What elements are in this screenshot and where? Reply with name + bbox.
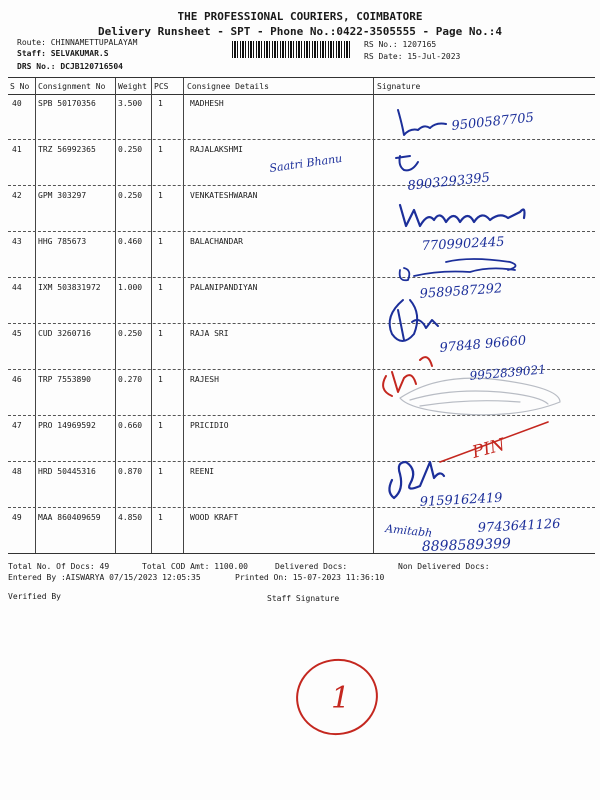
row-consignment-no: SPB 50170356 (38, 99, 96, 108)
handwritten-name-49: Amitabh (384, 522, 433, 540)
row-pcs: 1 (158, 191, 163, 200)
row-sno: 45 (12, 329, 22, 338)
signature-48 (389, 462, 502, 510)
row-sno: 40 (12, 99, 22, 108)
signature-47 (440, 422, 548, 463)
row-sno: 41 (12, 145, 22, 154)
row-consignment-no: TRP 7553890 (38, 375, 91, 384)
drs-number: DRS No.: DCJB120716504 (17, 62, 123, 71)
row-consignee: RAJA SRI (190, 329, 229, 338)
row-pcs: 1 (158, 513, 163, 522)
row-sno: 49 (12, 513, 22, 522)
col-header-consignee: Consignee Details (187, 82, 269, 91)
row-weight: 0.460 (118, 237, 143, 246)
signature-49 (384, 517, 561, 555)
handwritten-page-mark-number: 1 (331, 681, 351, 716)
row-weight: 0.660 (118, 421, 143, 430)
row-consignment-no: PRO 14969592 (38, 421, 96, 430)
row-pcs: 1 (158, 237, 163, 246)
handwritten-phone-49a: 9743641126 (477, 516, 561, 536)
row-consignee: RAJESH (190, 375, 219, 384)
handwritten-phone-45: 97848 96660 (439, 333, 527, 356)
staff-label: Staff: SELVAKUMAR.S (17, 49, 109, 58)
row-sno: 48 (12, 467, 22, 476)
runsheet-title: Delivery Runsheet - SPT - Phone No.:0422-3505555 - Page No.:4 (98, 25, 502, 38)
row-consignee: BALACHANDAR (190, 237, 243, 246)
row-weight: 0.250 (118, 145, 143, 154)
col-header-consignment: Consignment No (38, 82, 106, 91)
row-consignee: PRICIDIO (190, 421, 229, 430)
rs-date: RS Date: 15-Jul-2023 (364, 52, 461, 61)
row-consignment-no: HRD 50445316 (38, 467, 96, 476)
handwritten-phone-40: 9500587705 (450, 110, 535, 134)
handwritten-phone-49b: 8898589399 (421, 535, 512, 555)
row-pcs: 1 (158, 467, 163, 476)
company-name: THE PROFESSIONAL COURIERS, COIMBATORE (177, 10, 423, 23)
row-weight: 0.270 (118, 375, 143, 384)
signature-40 (398, 110, 535, 135)
row-consignment-no: GPM 303297 (38, 191, 87, 200)
printed-on: Printed On: 15-07-2023 11:36:10 (235, 573, 385, 582)
entered-by: Entered By :AISWARYA 07/15/2023 12:05:35 (8, 573, 201, 582)
row-sno: 43 (12, 237, 22, 246)
handwritten-phone-48: 9159162419 (419, 490, 503, 510)
row-consignee: WOOD KRAFT (190, 513, 239, 522)
staff-signature: Staff Signature (267, 594, 340, 603)
col-header-pcs: PCS (154, 82, 169, 91)
row-pcs: 1 (158, 283, 163, 292)
signature-44 (400, 259, 516, 302)
col-header-weight: Weight (118, 82, 147, 91)
row-consignee: PALANIPANDIYAN (190, 283, 258, 292)
col-header-sno: S No (10, 82, 30, 91)
row-sno: 42 (12, 191, 22, 200)
row-consignment-no: HHG 785673 (38, 237, 87, 246)
non-delivered-docs: Non Delivered Docs: (398, 562, 490, 571)
row-consignee: VENKATESHWARAN (190, 191, 258, 200)
row-weight: 4.850 (118, 513, 143, 522)
handwritten-mark-47: PIN (470, 434, 508, 463)
row-sno: 47 (12, 421, 22, 430)
total-docs: Total No. Of Docs: 49 (8, 562, 110, 571)
handwritten-phone-41: 8903293395 (406, 170, 491, 194)
row-sno: 46 (12, 375, 22, 384)
row-weight: 0.870 (118, 467, 143, 476)
row-consignment-no: TRZ 56992365 (38, 145, 96, 154)
row-consignee: MADHESH (190, 99, 224, 108)
row-consignment-no: MAA 860409659 (38, 513, 101, 522)
row-pcs: 1 (158, 375, 163, 384)
row-consignee: REENI (190, 467, 215, 476)
row-sno: 44 (12, 283, 22, 292)
col-header-signature: Signature (377, 82, 421, 91)
route-label: Route: CHINNAMETTUPALAYAM (17, 38, 138, 47)
row-weight: 0.250 (118, 329, 143, 338)
rs-number: RS No.: 1207165 (364, 40, 437, 49)
row-consignment-no: IXM 503831972 (38, 283, 101, 292)
verified-by: Verified By (8, 592, 61, 601)
row-pcs: 1 (158, 145, 163, 154)
row-consignment-no: CUD 3260716 (38, 329, 91, 338)
handwritten-page-mark (291, 654, 383, 741)
total-cod: Total COD Amt: 1100.00 (142, 562, 248, 571)
row-weight: 0.250 (118, 191, 143, 200)
signature-45 (390, 300, 527, 356)
signature-42 (400, 205, 525, 226)
signature-41 (269, 152, 491, 194)
handwritten-phone-46: 9952839021 (469, 362, 547, 383)
handwritten-phone-43: 7709902445 (421, 234, 505, 254)
row-pcs: 1 (158, 329, 163, 338)
row-pcs: 1 (158, 421, 163, 430)
row-pcs: 1 (158, 99, 163, 108)
row-weight: 1.000 (118, 283, 143, 292)
row-weight: 3.500 (118, 99, 143, 108)
signature-43 (421, 235, 504, 254)
handwritten-phone-44: 9589587292 (419, 281, 503, 302)
row-consignee: RAJALAKSHMI (190, 145, 243, 154)
signature-46 (383, 357, 560, 415)
delivered-docs: Delivered Docs: (275, 562, 348, 571)
handwritten-name-41: Saatri Bhanu (268, 151, 343, 175)
